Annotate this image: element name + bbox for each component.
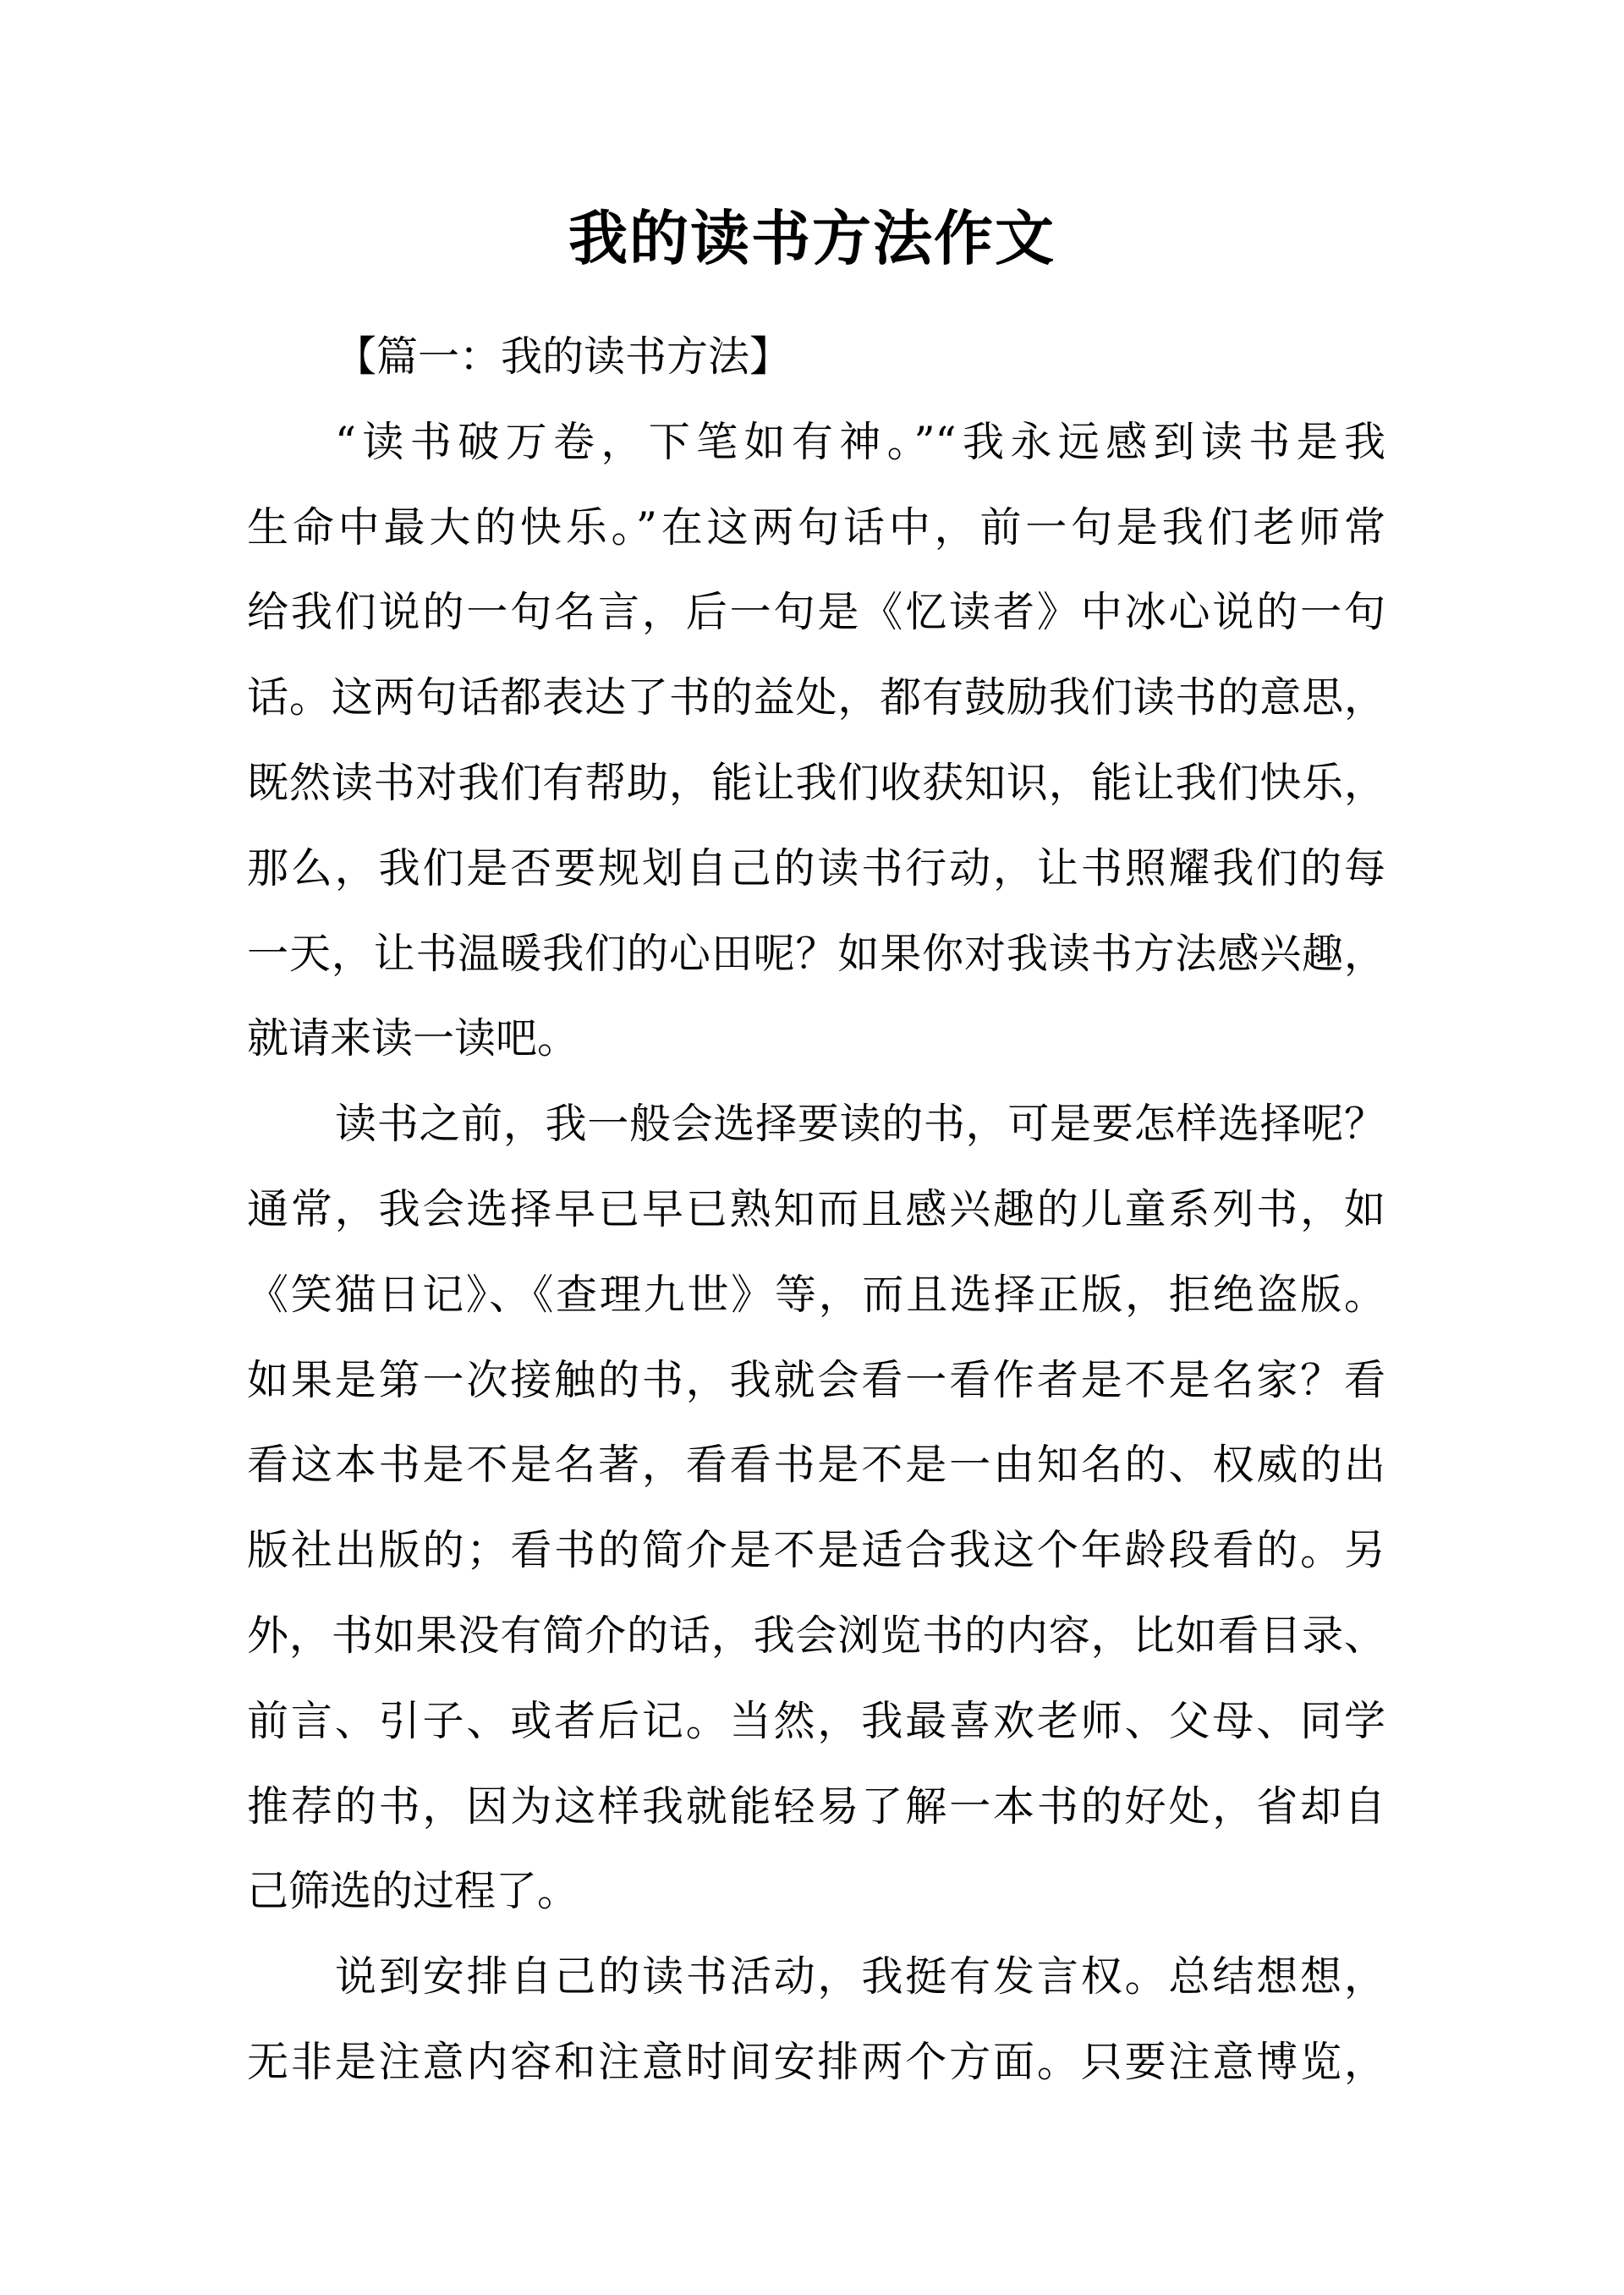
text-line: 读书之前，我一般会选择要读的书，可是要怎样选择呢？ (335, 1100, 1385, 1149)
text-line: “读书破万卷，下笔如有神。”“我永远感到读书是我 (335, 417, 1385, 466)
text-line: 就请来读一读吧。 (247, 1014, 579, 1063)
essay-body (247, 315, 1385, 2106)
text-line: 外，书如果没有简介的话，我会浏览书的内容，比如看目录、 (247, 1611, 1385, 1660)
text-line: 看这本书是不是名著，看看书是不是一由知名的、权威的出 (247, 1441, 1385, 1490)
text-line: 前言、引子、或者后记。当然，我最喜欢老师、父母、同学 (247, 1696, 1385, 1745)
page-title: 我的读书方法作文 (568, 204, 1056, 273)
text-line: 话。这两句话都表达了书的益处，都有鼓励我们读书的意思， (247, 673, 1385, 722)
text-line: 己筛选的过程了。 (247, 1867, 579, 1916)
text-line: 【篇一：我的读书方法】 (335, 332, 792, 381)
text-line: 一天，让书温暖我们的心田呢？如果你对我读书方法感兴趣， (247, 929, 1385, 978)
text-line: 既然读书对我们有帮助，能让我们收获知识，能让我们快乐， (247, 758, 1385, 807)
text-line: 通常，我会选择早已早已熟知而且感兴趣的儿童系列书，如 (247, 1184, 1385, 1233)
text-line: 《笑猫日记》、《查理九世》等，而且选择正版，拒绝盗版。 (247, 1270, 1385, 1319)
text-line: 如果是第一次接触的书，我就会看一看作者是不是名家？看 (247, 1355, 1385, 1404)
text-line: 推荐的书，因为这样我就能轻易了解一本书的好处，省却自 (247, 1782, 1385, 1831)
text-line: 给我们说的一句名言，后一句是《忆读者》中冰心说的一句 (247, 588, 1385, 637)
text-line: 版社出版的；看书的简介是不是适合我这个年龄段看的。另 (247, 1526, 1385, 1575)
text-line: 说到安排自己的读书活动，我挺有发言权。总结想想， (335, 1952, 1385, 2001)
text-line: 那么，我们是否要规划自己的读书行动，让书照耀我们的每 (247, 843, 1385, 892)
text-line: 无非是注意内容和注意时间安排两个方面。只要注意博览， (247, 2037, 1385, 2086)
text-line: 生命中最大的快乐。”在这两句话中，前一句是我们老师常 (247, 502, 1385, 552)
